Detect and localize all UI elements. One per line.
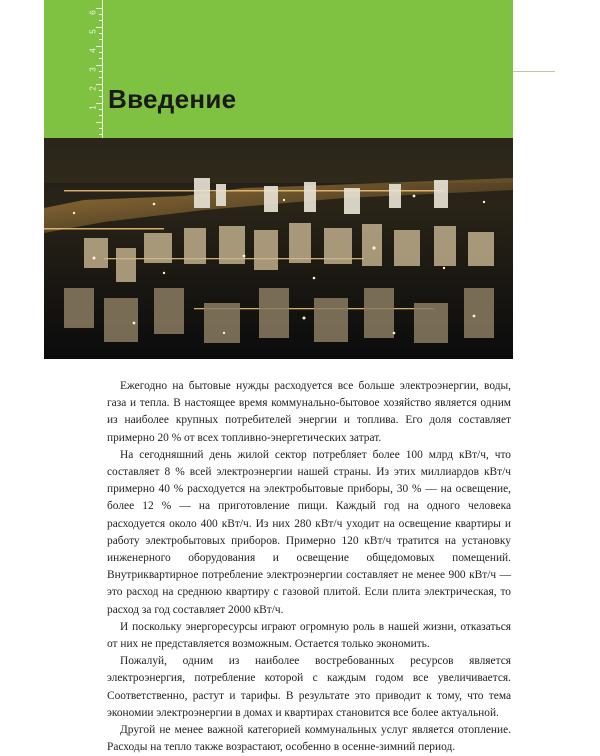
paragraph: И поскольку энергоресурсы играют огромную роль в нашей жизни, отказаться от них не представляется возможным. Остается только экономить. <box>107 620 511 651</box>
ruler-number: 5 <box>88 29 98 34</box>
ruler-number: 1 <box>88 105 98 110</box>
paragraph: Ежегодно на бытовые нужды расходуется все больше электроэнергии, воды, газа и тепла. В настоящее время коммунально-бытовое хозяйство является одним из наиболее крупных потребителей энергии и топлива. Его доля составляет примерно 20 % от всех топливно-энергетических затрат. <box>107 380 511 444</box>
paragraph: Другой не менее важной категорией коммунальных услуг является отопление. Расходы на тепло также возрастают, особенно в осенне-зимний период. <box>107 724 511 754</box>
ruler-number: 2 <box>88 86 98 91</box>
ruler-number: 3 <box>88 67 98 72</box>
paragraph: Пожалуй, одним из наиболее востребованных ресурсов является электроэнергия, потребление которой с каждым годом все увеличивается. Соответственно, растут и тарифы. В результате это приводит к тому, что тема экономии электроэнергии в домах и квартирах становится все более актуальной. <box>107 655 511 719</box>
ruler-number: 6 <box>88 10 98 15</box>
paragraph: На сегодняшний день жилой сектор потребляет более 100 млрд кВт/ч, что составляет 8 % всей электроэнергии нашей страны. Из этих миллиардов кВт/ч примерно 40 % расходуется на электробытовые приборы, 30 % — на освещение, более 12 % — на приготовление пищи. Каждый год на одного человека расходуется около 400 кВт/ч. Из них 280 кВт/ч уходит на освещение квартиры и работу электробытовых приборов. Примерно 120 кВт/ч тратится на установку инженерного оборудования и освещение общедомовых помещений. Внутриквартирное потребление электроэнергии составляет не менее 900 кВт/ч — это расход на среднюю квартиру с газовой плитой. Если плита электрическая, то расход за год составляет 2000 кВт/ч. <box>107 448 511 616</box>
margin-rule <box>513 71 555 72</box>
chapter-title: Введение <box>108 84 237 114</box>
ruler-decoration <box>88 0 103 138</box>
chapter-header-band <box>44 0 513 138</box>
body-text <box>107 378 511 756</box>
ruler-number: 4 <box>88 48 98 53</box>
city-night-photo <box>44 138 513 359</box>
night-city-aerial-icon <box>44 138 513 359</box>
